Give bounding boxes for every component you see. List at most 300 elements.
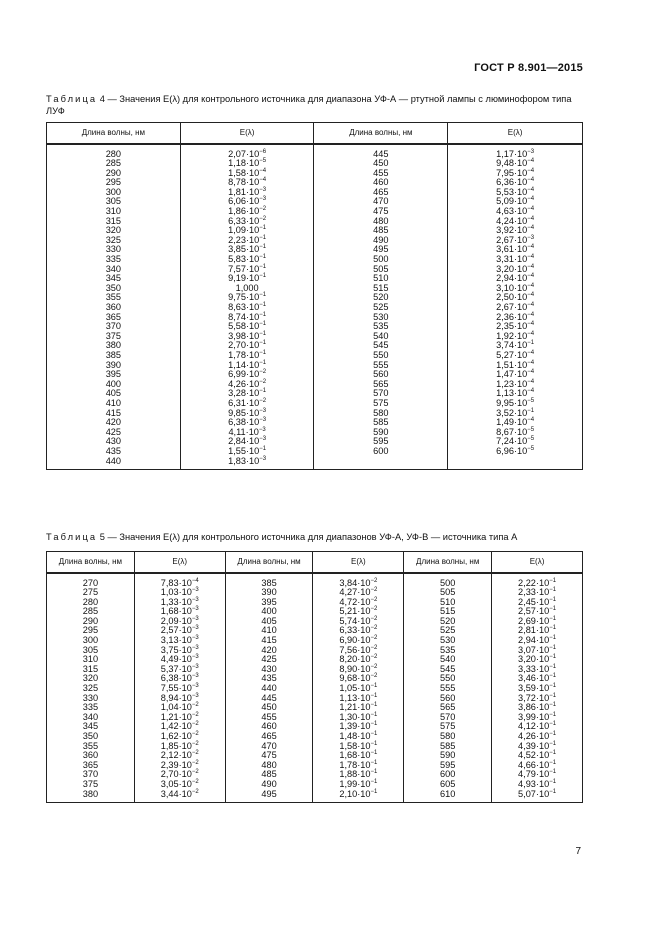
table5-wavelength-cell: 355: [47, 742, 135, 752]
table4-value-cell: $1,86\cdot 10^{-2}$: [180, 207, 314, 217]
table4-value-cell: $1,09\cdot 10^{-1}$: [180, 226, 314, 236]
table4-value-cell: $8,63\cdot 10^{-1}$: [180, 303, 314, 313]
table4-value-cell: $2,67\cdot 10^{-4}$: [448, 303, 583, 313]
table5-value-cell: $3,59\cdot 10^{-1}$: [492, 684, 583, 694]
table5-wavelength-cell: 540: [404, 655, 492, 665]
table5-wavelength-cell: 535: [404, 646, 492, 656]
table5-value-cell: $1,68\cdot 10^{-3}$: [134, 607, 225, 617]
table4-wavelength-cell: 580: [314, 409, 448, 419]
table5-value-cell: $2,09\cdot 10^{-3}$: [134, 617, 225, 627]
table4-wavelength-cell: 385: [47, 351, 181, 361]
table5-wavelength-cell: 465: [225, 732, 313, 742]
table4-value-cell: $4,26\cdot 10^{-2}$: [180, 380, 314, 390]
table5-row: [47, 780, 583, 790]
table4-value-cell: $1,51\cdot 10^{-4}$: [448, 361, 583, 371]
table5-row: [47, 573, 583, 589]
table4-value-cell: $1,92\cdot 10^{-4}$: [448, 332, 583, 342]
table4-wavelength-cell: 410: [47, 399, 181, 409]
table4-value-cell: $2,70\cdot 10^{-1}$: [180, 341, 314, 351]
table4-wavelength-cell: 490: [314, 236, 448, 246]
table5-value-cell: $3,05\cdot 10^{-2}$: [134, 780, 225, 790]
table4-value-cell: $7,57\cdot 10^{-1}$: [180, 265, 314, 275]
table5-wavelength-cell: 435: [225, 674, 313, 684]
table5-value-cell: $1,05\cdot 10^{-1}$: [313, 684, 404, 694]
table5-header-wavelength-2: Длина волны, нм: [225, 552, 313, 573]
table4-wavelength-cell: 460: [314, 178, 448, 188]
table5-value-cell: $1,88\cdot 10^{-1}$: [313, 770, 404, 780]
table5-value-cell: $4,12\cdot 10^{-1}$: [492, 722, 583, 732]
table4-wavelength-cell: 470: [314, 197, 448, 207]
table5-row: [47, 598, 583, 608]
table5-caption-number: 5: [99, 532, 105, 542]
table4-value-cell: $3,52\cdot 10^{-1}$: [448, 409, 583, 419]
table5-value-cell: $1,21\cdot 10^{-2}$: [134, 713, 225, 723]
table4-value-cell: $7,24\cdot 10^{-5}$: [448, 437, 583, 447]
table5-value-cell: $3,46\cdot 10^{-1}$: [492, 674, 583, 684]
table4-header-e-1: E(λ): [180, 123, 314, 144]
table5-wavelength-cell: 575: [404, 722, 492, 732]
table5-value-cell: $4,72\cdot 10^{-2}$: [313, 598, 404, 608]
table5-row: [47, 626, 583, 636]
table4-wavelength-cell: 575: [314, 399, 448, 409]
table5-caption: [46, 531, 586, 543]
table5-value-cell: $6,38\cdot 10^{-3}$: [134, 674, 225, 684]
table5-value-cell: $3,72\cdot 10^{-1}$: [492, 694, 583, 704]
table4-value-cell: $1,81\cdot 10^{-3}$: [180, 188, 314, 198]
table5-value-cell: $1,39\cdot 10^{-1}$: [313, 722, 404, 732]
table4-value-cell: $2,94\cdot 10^{-4}$: [448, 274, 583, 284]
table5-wavelength-cell: 480: [225, 761, 313, 771]
table5-value-cell: $4,49\cdot 10^{-3}$: [134, 655, 225, 665]
table4-wavelength-cell: 400: [47, 380, 181, 390]
table5-wavelength-cell: 335: [47, 703, 135, 713]
table4-caption-number: 4: [99, 94, 105, 104]
table5-wavelength-cell: 505: [404, 588, 492, 598]
table4-wavelength-cell: 445: [314, 144, 448, 160]
table5-wavelength-cell: 395: [225, 598, 313, 608]
table5-value-cell: $4,27\cdot 10^{-2}$: [313, 588, 404, 598]
table5-row: [47, 713, 583, 723]
table4-value-cell: $5,53\cdot 10^{-4}$: [448, 188, 583, 198]
table4-wavelength-cell: 505: [314, 265, 448, 275]
table4-wavelength-cell: 340: [47, 265, 181, 275]
table5-wavelength-cell: 525: [404, 626, 492, 636]
table5-value-cell: $3,84\cdot 10^{-2}$: [313, 573, 404, 589]
table5-value-cell: $2,69\cdot 10^{-1}$: [492, 617, 583, 627]
table5-wavelength-cell: 410: [225, 626, 313, 636]
table4-value-cell: $1,18\cdot 10^{-5}$: [180, 159, 314, 169]
table5-row: [47, 607, 583, 617]
table5-value-cell: $1,13\cdot 10^{-1}$: [313, 694, 404, 704]
table4-value-cell: $3,61\cdot 10^{-4}$: [448, 245, 583, 255]
table4-wavelength-cell: 570: [314, 389, 448, 399]
table5-header-e-2: E(λ): [313, 552, 404, 573]
table4-value-cell: $6,36\cdot 10^{-4}$: [448, 178, 583, 188]
table4-wavelength-cell: 310: [47, 207, 181, 217]
table4-value-cell: $3,98\cdot 10^{-1}$: [180, 332, 314, 342]
table5-wavelength-cell: 595: [404, 761, 492, 771]
table4-value-cell: $5,09\cdot 10^{-4}$: [448, 197, 583, 207]
table5-wavelength-cell: 515: [404, 607, 492, 617]
table5-value-cell: $5,37\cdot 10^{-3}$: [134, 665, 225, 675]
table4-value-cell: $2,36\cdot 10^{-4}$: [448, 313, 583, 323]
table4-wavelength-cell: 530: [314, 313, 448, 323]
table5-value-cell: $2,39\cdot 10^{-2}$: [134, 761, 225, 771]
table5-value-cell: $2,12\cdot 10^{-2}$: [134, 751, 225, 761]
table4-value-cell: $1,58\cdot 10^{-4}$: [180, 169, 314, 179]
table4-value-cell: $6,38\cdot 10^{-3}$: [180, 418, 314, 428]
table5-wavelength-cell: 305: [47, 646, 135, 656]
table5-wavelength-cell: 340: [47, 713, 135, 723]
table4: [46, 122, 583, 470]
table5-wavelength-cell: 420: [225, 646, 313, 656]
table5-row: [47, 646, 583, 656]
table5-wavelength-cell: 330: [47, 694, 135, 704]
table5-row: [47, 617, 583, 627]
table4-wavelength-cell: 485: [314, 226, 448, 236]
table5-wavelength-cell: 310: [47, 655, 135, 665]
table4-value-cell: $6,96\cdot 10^{-5}$: [448, 447, 583, 457]
table4-wavelength-cell: 295: [47, 178, 181, 188]
table4-value-cell: $4,11\cdot 10^{-3}$: [180, 428, 314, 438]
table5-row: [47, 636, 583, 646]
table4-value-cell: $6,33\cdot 10^{-2}$: [180, 217, 314, 227]
table5-wavelength-cell: 320: [47, 674, 135, 684]
document-id: ГОСТ Р 8.901—2015: [474, 62, 583, 74]
table5-value-cell: $4,66\cdot 10^{-1}$: [492, 761, 583, 771]
table5-wavelength-cell: 275: [47, 588, 135, 598]
table5-value-cell: $1,78\cdot 10^{-1}$: [313, 761, 404, 771]
table4-wavelength-cell: 515: [314, 284, 448, 294]
table5-wavelength-cell: 365: [47, 761, 135, 771]
page-number: 7: [575, 846, 581, 857]
table4-header-wavelength-1: Длина волны, нм: [47, 123, 181, 144]
table4-value-cell: $3,10\cdot 10^{-4}$: [448, 284, 583, 294]
table4-wavelength-cell: 325: [47, 236, 181, 246]
table4-wavelength-cell: 335: [47, 255, 181, 265]
table4-value-cell: $3,28\cdot 10^{-1}$: [180, 389, 314, 399]
table5-body: [47, 573, 583, 803]
table4-value-cell: $6,31\cdot 10^{-2}$: [180, 399, 314, 409]
table5-wavelength-cell: 295: [47, 626, 135, 636]
table4-value-cell: $1,47\cdot 10^{-4}$: [448, 370, 583, 380]
table5-row: [47, 655, 583, 665]
table5-value-cell: $9,68\cdot 10^{-2}$: [313, 674, 404, 684]
table5-value-cell: $1,62\cdot 10^{-2}$: [134, 732, 225, 742]
table4-wavelength-cell: 565: [314, 380, 448, 390]
table4-value-cell: $1,55\cdot 10^{-1}$: [180, 447, 314, 457]
table5-value-cell: $7,55\cdot 10^{-3}$: [134, 684, 225, 694]
table5-value-cell: $1,42\cdot 10^{-2}$: [134, 722, 225, 732]
table4-value-cell: $9,19\cdot 10^{-1}$: [180, 274, 314, 284]
table5-value-cell: $2,10\cdot 10^{-1}$: [313, 790, 404, 803]
table5-value-cell: $1,85\cdot 10^{-2}$: [134, 742, 225, 752]
table5-value-cell: $3,75\cdot 10^{-3}$: [134, 646, 225, 656]
table4-row: [47, 447, 583, 457]
table5-value-cell: $4,93\cdot 10^{-1}$: [492, 780, 583, 790]
table5-caption-text: — Значения E(λ) для контрольного источника для диапазонов УФ-А, УФ-В — источника типа А: [104, 532, 518, 542]
table4-value-cell: $2,23\cdot 10^{-1}$: [180, 236, 314, 246]
table5-value-cell: $3,13\cdot 10^{-3}$: [134, 636, 225, 646]
table5-wavelength-cell: 545: [404, 665, 492, 675]
table4-wavelength-cell: 560: [314, 370, 448, 380]
table4-caption-text: — Значения E(λ) для контрольного источника для диапазона УФ-А — ртутной лампы с люминофором типа ЛУФ: [46, 94, 572, 116]
table5-wavelength-cell: 495: [225, 790, 313, 803]
table4-value-cell: $2,07\cdot 10^{-6}$: [180, 144, 314, 160]
table4-row: [47, 144, 583, 160]
table5-value-cell: $3,44\cdot 10^{-2}$: [134, 790, 225, 803]
table4-wavelength-cell: 475: [314, 207, 448, 217]
table5-value-cell: $7,56\cdot 10^{-2}$: [313, 646, 404, 656]
table5-wavelength-cell: 405: [225, 617, 313, 627]
table4-wavelength-cell: 440: [47, 457, 181, 470]
table4-value-cell: $3,74\cdot 10^{-1}$: [448, 341, 583, 351]
table5-row: [47, 674, 583, 684]
table5-value-cell: $2,81\cdot 10^{-1}$: [492, 626, 583, 636]
table4-wavelength-cell: 415: [47, 409, 181, 419]
table5-wavelength-cell: 430: [225, 665, 313, 675]
table5-value-cell: $2,70\cdot 10^{-2}$: [134, 770, 225, 780]
table4-value-cell: $9,48\cdot 10^{-4}$: [448, 159, 583, 169]
table4-wavelength-cell: 495: [314, 245, 448, 255]
table5-value-cell: $2,22\cdot 10^{-1}$: [492, 573, 583, 589]
table4-value-cell: $1,14\cdot 10^{-1}$: [180, 361, 314, 371]
table5-row: [47, 722, 583, 732]
table4-wavelength-cell: 540: [314, 332, 448, 342]
table5-wavelength-cell: 425: [225, 655, 313, 665]
table4-value-cell: $8,78\cdot 10^{-4}$: [180, 178, 314, 188]
table4-value-cell: $1,78\cdot 10^{-1}$: [180, 351, 314, 361]
table5-wavelength-cell: 610: [404, 790, 492, 803]
table5-value-cell: $6,90\cdot 10^{-2}$: [313, 636, 404, 646]
table4-wavelength-cell: 510: [314, 274, 448, 284]
table4-wavelength-cell: 520: [314, 293, 448, 303]
table5-header-wavelength-1: Длина волны, нм: [47, 552, 135, 573]
table5-value-cell: $3,86\cdot 10^{-1}$: [492, 703, 583, 713]
table5-wavelength-cell: 370: [47, 770, 135, 780]
table4-wavelength-cell: 420: [47, 418, 181, 428]
table4-value-cell: $2,50\cdot 10^{-4}$: [448, 293, 583, 303]
table5-wavelength-cell: 345: [47, 722, 135, 732]
table5-value-cell: $8,94\cdot 10^{-3}$: [134, 694, 225, 704]
table5-value-cell: $2,45\cdot 10^{-1}$: [492, 598, 583, 608]
table5-wavelength-cell: 415: [225, 636, 313, 646]
table5-value-cell: $4,52\cdot 10^{-1}$: [492, 751, 583, 761]
table4-wavelength-cell: 535: [314, 322, 448, 332]
table5-value-cell: $4,26\cdot 10^{-1}$: [492, 732, 583, 742]
table4-wavelength-cell: [314, 457, 448, 470]
table4-value-cell: $8,67\cdot 10^{-5}$: [448, 428, 583, 438]
table4-body: [47, 144, 583, 470]
table5-header-e-1: E(λ): [134, 552, 225, 573]
table4-wavelength-cell: 395: [47, 370, 181, 380]
table4-wavelength-cell: 345: [47, 274, 181, 284]
table4-wavelength-cell: 320: [47, 226, 181, 236]
table4-wavelength-cell: 600: [314, 447, 448, 457]
table5-wavelength-cell: 605: [404, 780, 492, 790]
table5-value-cell: $1,04\cdot 10^{-2}$: [134, 703, 225, 713]
table4-value-cell: $3,85\cdot 10^{-1}$: [180, 245, 314, 255]
table5-wavelength-cell: 600: [404, 770, 492, 780]
table5-value-cell: $7,83\cdot 10^{-4}$: [134, 573, 225, 589]
table5-value-cell: $2,57\cdot 10^{-1}$: [492, 607, 583, 617]
table5-value-cell: $5,07\cdot 10^{-1}$: [492, 790, 583, 803]
table4-row: [47, 457, 583, 470]
table5-wavelength-cell: 300: [47, 636, 135, 646]
table5-wavelength-cell: 475: [225, 751, 313, 761]
table5-wavelength-cell: 450: [225, 703, 313, 713]
table5-row: [47, 694, 583, 704]
table4-value-cell: $6,06\cdot 10^{-3}$: [180, 197, 314, 207]
table4-value-cell: 1,000: [180, 284, 314, 294]
table4-value-cell: $1,13\cdot 10^{-4}$: [448, 389, 583, 399]
table5-value-cell: $4,39\cdot 10^{-1}$: [492, 742, 583, 752]
table4-wavelength-cell: 380: [47, 341, 181, 351]
table5-wavelength-cell: 280: [47, 598, 135, 608]
table4-value-cell: $9,85\cdot 10^{-3}$: [180, 409, 314, 419]
table5-row: [47, 665, 583, 675]
table5-value-cell: $2,33\cdot 10^{-1}$: [492, 588, 583, 598]
table5-row: [47, 703, 583, 713]
table4-header-row: [47, 123, 583, 144]
table4-value-cell: $5,27\cdot 10^{-4}$: [448, 351, 583, 361]
table5-wavelength-cell: 400: [225, 607, 313, 617]
table5-header-wavelength-3: Длина волны, нм: [404, 552, 492, 573]
table5-value-cell: $1,58\cdot 10^{-1}$: [313, 742, 404, 752]
table5-wavelength-cell: 490: [225, 780, 313, 790]
table5-wavelength-cell: 315: [47, 665, 135, 675]
table5-wavelength-cell: 375: [47, 780, 135, 790]
table5-value-cell: $1,99\cdot 10^{-1}$: [313, 780, 404, 790]
table5-value-cell: $6,33\cdot 10^{-2}$: [313, 626, 404, 636]
table4-header-e-2: E(λ): [448, 123, 583, 144]
table4-wavelength-cell: 465: [314, 188, 448, 198]
table5-wavelength-cell: 585: [404, 742, 492, 752]
table5-value-cell: $1,03\cdot 10^{-3}$: [134, 588, 225, 598]
table5-row: [47, 770, 583, 780]
table5-value-cell: $1,48\cdot 10^{-1}$: [313, 732, 404, 742]
table4-wavelength-cell: 450: [314, 159, 448, 169]
table4-caption-label: Таблица: [46, 94, 98, 104]
table4-wavelength-cell: 355: [47, 293, 181, 303]
table5-wavelength-cell: 560: [404, 694, 492, 704]
table4-wavelength-cell: 370: [47, 322, 181, 332]
table4-value-cell: $7,95\cdot 10^{-4}$: [448, 169, 583, 179]
table4-wavelength-cell: 365: [47, 313, 181, 323]
table4-value-cell: $2,35\cdot 10^{-4}$: [448, 322, 583, 332]
table4-wavelength-cell: 480: [314, 217, 448, 227]
table5-wavelength-cell: 285: [47, 607, 135, 617]
table4-wavelength-cell: 405: [47, 389, 181, 399]
table5-wavelength-cell: 550: [404, 674, 492, 684]
table5-row: [47, 751, 583, 761]
table4-wavelength-cell: 550: [314, 351, 448, 361]
table5-value-cell: $8,90\cdot 10^{-2}$: [313, 665, 404, 675]
table4-header-wavelength-2: Длина волны, нм: [314, 123, 448, 144]
table4-wavelength-cell: 555: [314, 361, 448, 371]
table5-wavelength-cell: 360: [47, 751, 135, 761]
table5-wavelength-cell: 390: [225, 588, 313, 598]
table5-value-cell: $2,57\cdot 10^{-3}$: [134, 626, 225, 636]
table5-wavelength-cell: 470: [225, 742, 313, 752]
table4-wavelength-cell: 305: [47, 197, 181, 207]
table5-value-cell: $3,20\cdot 10^{-1}$: [492, 655, 583, 665]
table4-wavelength-cell: 290: [47, 169, 181, 179]
table4-wavelength-cell: 315: [47, 217, 181, 227]
table5-wavelength-cell: 460: [225, 722, 313, 732]
table4-value-cell: $1,49\cdot 10^{-4}$: [448, 418, 583, 428]
table4-wavelength-cell: 390: [47, 361, 181, 371]
table4-wavelength-cell: 455: [314, 169, 448, 179]
table4-wavelength-cell: 585: [314, 418, 448, 428]
table4-wavelength-cell: 330: [47, 245, 181, 255]
table5-value-cell: $5,74\cdot 10^{-2}$: [313, 617, 404, 627]
table4-wavelength-cell: 525: [314, 303, 448, 313]
table4-value-cell: $4,63\cdot 10^{-4}$: [448, 207, 583, 217]
table5-wavelength-cell: 380: [47, 790, 135, 803]
table4-wavelength-cell: 500: [314, 255, 448, 265]
table5-value-cell: $1,68\cdot 10^{-1}$: [313, 751, 404, 761]
table5-wavelength-cell: 500: [404, 573, 492, 589]
table4-wavelength-cell: 430: [47, 437, 181, 447]
table4-wavelength-cell: 360: [47, 303, 181, 313]
table5-wavelength-cell: 590: [404, 751, 492, 761]
table5-row: [47, 742, 583, 752]
table5-header-row: [47, 552, 583, 573]
table5-wavelength-cell: 510: [404, 598, 492, 608]
table4-wavelength-cell: 590: [314, 428, 448, 438]
table4-wavelength-cell: 375: [47, 332, 181, 342]
table5-caption-label: Таблица: [46, 532, 98, 542]
table5-value-cell: $4,79\cdot 10^{-1}$: [492, 770, 583, 780]
table4-value-cell: $1,23\cdot 10^{-4}$: [448, 380, 583, 390]
table5-wavelength-cell: 530: [404, 636, 492, 646]
table4-value-cell: $3,20\cdot 10^{-4}$: [448, 265, 583, 275]
table5-value-cell: $1,30\cdot 10^{-1}$: [313, 713, 404, 723]
table5-wavelength-cell: 385: [225, 573, 313, 589]
table5-row: [47, 684, 583, 694]
table5-value-cell: $1,21\cdot 10^{-1}$: [313, 703, 404, 713]
table4-value-cell: [448, 457, 583, 470]
table5-value-cell: $3,07\cdot 10^{-1}$: [492, 646, 583, 656]
table5-wavelength-cell: 565: [404, 703, 492, 713]
table5-row: [47, 732, 583, 742]
table4-value-cell: $3,31\cdot 10^{-4}$: [448, 255, 583, 265]
table5-value-cell: $3,33\cdot 10^{-1}$: [492, 665, 583, 675]
table4-wavelength-cell: 350: [47, 284, 181, 294]
table4-value-cell: $9,95\cdot 10^{-5}$: [448, 399, 583, 409]
table4-wavelength-cell: 545: [314, 341, 448, 351]
table5-value-cell: $3,99\cdot 10^{-1}$: [492, 713, 583, 723]
table4-value-cell: $9,75\cdot 10^{-1}$: [180, 293, 314, 303]
table4-caption: [46, 93, 586, 117]
table4-value-cell: $6,99\cdot 10^{-2}$: [180, 370, 314, 380]
table4-value-cell: $5,83\cdot 10^{-1}$: [180, 255, 314, 265]
table5-wavelength-cell: 485: [225, 770, 313, 780]
table5-wavelength-cell: 520: [404, 617, 492, 627]
table4-wavelength-cell: 435: [47, 447, 181, 457]
table4-value-cell: $1,83\cdot 10^{-3}$: [180, 457, 314, 470]
table5-wavelength-cell: 580: [404, 732, 492, 742]
table4-wavelength-cell: 425: [47, 428, 181, 438]
table4-value-cell: $2,84\cdot 10^{-3}$: [180, 437, 314, 447]
table5-wavelength-cell: 270: [47, 573, 135, 589]
table4-value-cell: $1,17\cdot 10^{-3}$: [448, 144, 583, 160]
table4-value-cell: $3,92\cdot 10^{-4}$: [448, 226, 583, 236]
table5-wavelength-cell: 350: [47, 732, 135, 742]
table5-row: [47, 761, 583, 771]
table5-value-cell: $5,21\cdot 10^{-2}$: [313, 607, 404, 617]
